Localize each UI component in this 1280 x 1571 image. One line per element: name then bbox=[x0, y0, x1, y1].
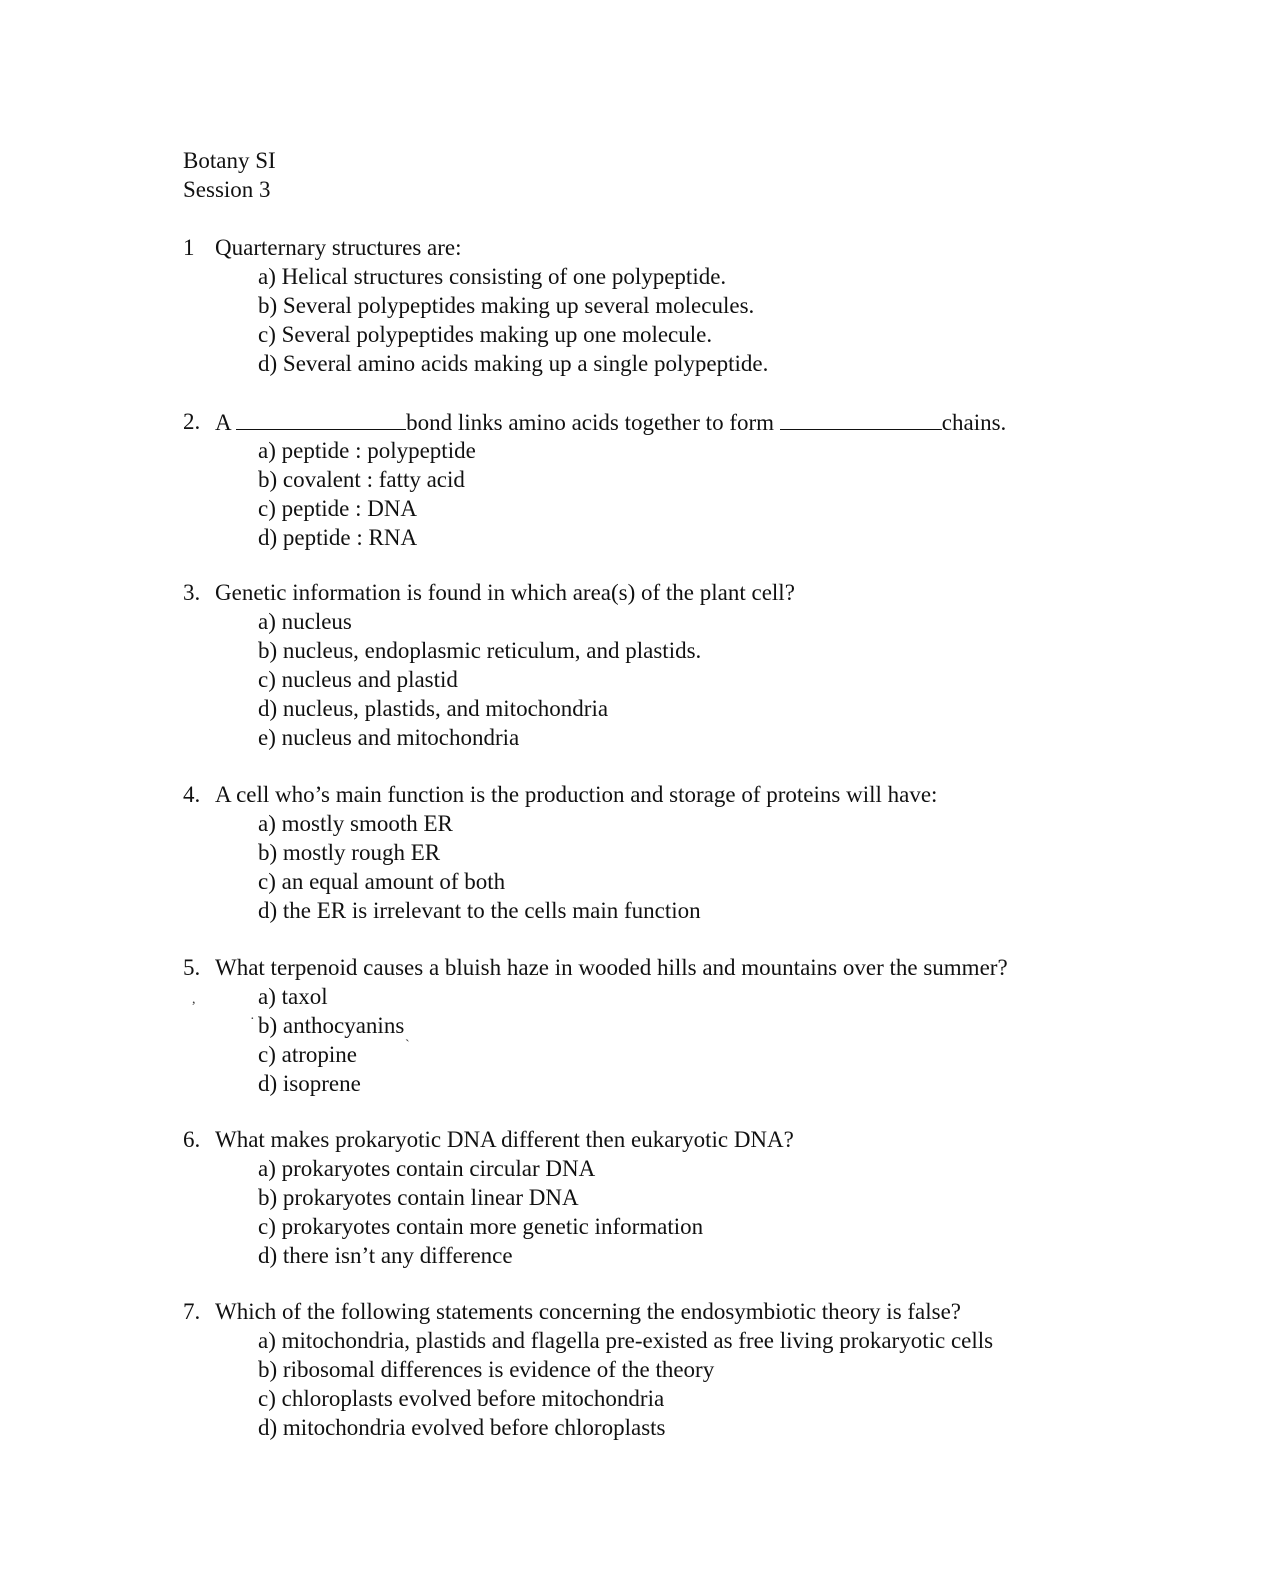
answer-option: d) Several amino acids making up a single polypeptide. bbox=[258, 351, 769, 376]
question-3 bbox=[183, 578, 795, 752]
question-text bbox=[215, 407, 1006, 437]
answer-option: b) anthocyanins bbox=[258, 1013, 405, 1038]
answer-option: d) there isn’t any difference bbox=[258, 1243, 513, 1268]
stray-mark: ˋ bbox=[405, 1038, 410, 1053]
answer-option: e) nucleus and mitochondria bbox=[258, 725, 520, 750]
answer-option: b) nucleus, endoplasmic reticulum, and plastids. bbox=[258, 638, 702, 663]
answer-option: d) peptide : RNA bbox=[258, 525, 418, 550]
question-2 bbox=[183, 407, 1007, 552]
question-number: 1 bbox=[183, 235, 195, 260]
answer-option: b) Several polypeptides making up several molecules. bbox=[258, 293, 755, 318]
question-text: Which of the following statements concerning the endosymbiotic theory is false? bbox=[215, 1299, 962, 1324]
stray-mark: · bbox=[250, 1012, 255, 1027]
answer-option: b) ribosomal differences is evidence of the theory bbox=[258, 1357, 715, 1382]
question-number: 4. bbox=[183, 782, 201, 807]
question-text-middle: bond links amino acids together to form bbox=[406, 410, 775, 435]
question-number: 2. bbox=[183, 409, 201, 434]
answer-option: c) prokaryotes contain more genetic information bbox=[258, 1214, 704, 1239]
question-number: 3. bbox=[183, 580, 201, 605]
stray-mark: , bbox=[192, 992, 196, 1007]
answer-option: a) mitochondria, plastids and flagella pre-existed as free living prokaryotic cells bbox=[258, 1328, 994, 1353]
question-number: 5. bbox=[183, 955, 201, 980]
question-7 bbox=[183, 1297, 993, 1442]
question-text-end: chains. bbox=[941, 410, 1007, 435]
answer-option: b) covalent : fatty acid bbox=[258, 467, 465, 492]
question-5 bbox=[183, 953, 1008, 1098]
answer-option: c) peptide : DNA bbox=[258, 496, 418, 521]
question-text: What makes prokaryotic DNA different then eukaryotic DNA? bbox=[215, 1127, 794, 1152]
question-text: Genetic information is found in which area(s) of the plant cell? bbox=[215, 580, 795, 605]
answer-option: d) nucleus, plastids, and mitochondria bbox=[258, 696, 609, 721]
answer-option: c) nucleus and plastid bbox=[258, 667, 458, 692]
answer-option: c) atropine bbox=[258, 1042, 357, 1067]
answer-option: c) chloroplasts evolved before mitochondria bbox=[258, 1386, 665, 1411]
answer-option: a) mostly smooth ER bbox=[258, 811, 453, 836]
answer-option: c) Several polypeptides making up one molecule. bbox=[258, 322, 713, 347]
document-title: Botany SI bbox=[183, 148, 276, 173]
answer-option: c) an equal amount of both bbox=[258, 869, 506, 894]
question-1 bbox=[183, 233, 768, 378]
question-4 bbox=[183, 780, 938, 925]
answer-option: b) mostly rough ER bbox=[258, 840, 441, 865]
answer-option: a) peptide : polypeptide bbox=[258, 438, 476, 463]
answer-option: d) mitochondria evolved before chloroplasts bbox=[258, 1415, 666, 1440]
answer-option: a) Helical structures consisting of one polypeptide. bbox=[258, 264, 727, 289]
question-number: 7. bbox=[183, 1299, 201, 1324]
document-header bbox=[183, 146, 276, 204]
question-number: 6. bbox=[183, 1127, 201, 1152]
answer-option: a) prokaryotes contain circular DNA bbox=[258, 1156, 596, 1181]
question-text: What terpenoid causes a bluish haze in wooded hills and mountains over the summer? bbox=[215, 955, 1008, 980]
question-text: A cell who’s main function is the production and storage of proteins will have: bbox=[215, 782, 938, 807]
answer-option: b) prokaryotes contain linear DNA bbox=[258, 1185, 579, 1210]
answer-option: d) isoprene bbox=[258, 1071, 361, 1096]
session-label: Session 3 bbox=[183, 177, 271, 202]
answer-option: d) the ER is irrelevant to the cells main function bbox=[258, 898, 701, 923]
fill-in-blank-1[interactable] bbox=[236, 407, 406, 430]
fill-in-blank-2[interactable] bbox=[780, 407, 942, 430]
answer-option: a) nucleus bbox=[258, 609, 352, 634]
answer-option: a) taxol bbox=[258, 984, 328, 1009]
question-text-start: A bbox=[215, 410, 231, 435]
question-6 bbox=[183, 1125, 794, 1270]
question-text: Quarternary structures are: bbox=[215, 235, 462, 260]
